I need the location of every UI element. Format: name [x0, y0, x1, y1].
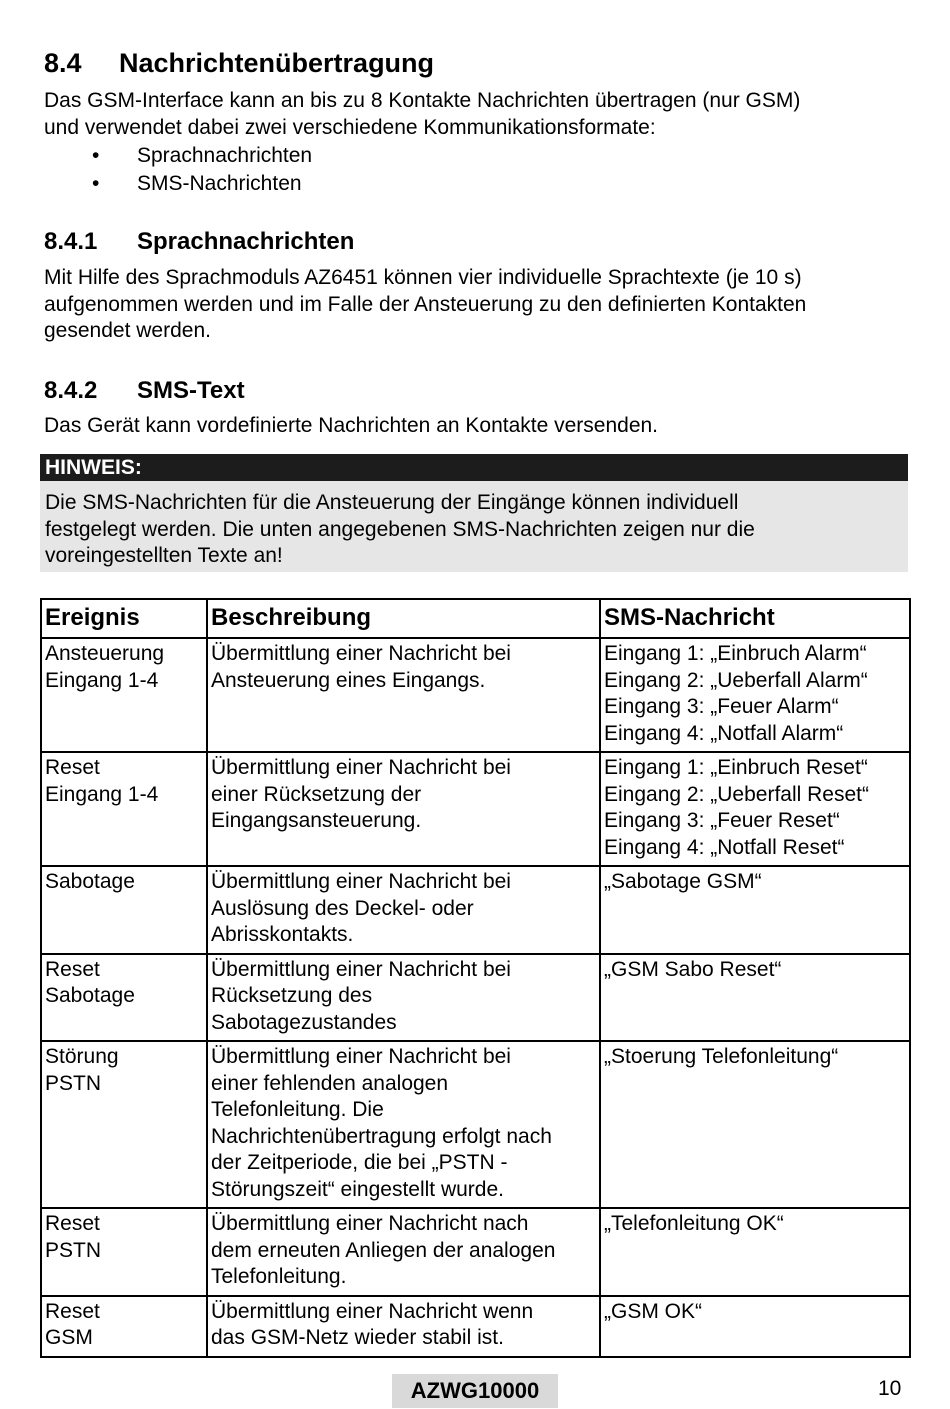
section-title: Nachrichtenübertragung	[119, 48, 435, 78]
cell-line: „Stoerung Telefonleitung“	[604, 1045, 839, 1068]
note-line: voreingestellten Texte an!	[45, 544, 283, 567]
subsection-title: SMS-Text	[137, 377, 245, 404]
cell-line: Übermittlung einer Nachricht bei	[211, 642, 511, 665]
paragraph-line: Das Gerät kann vordefinierte Nachrichten an Kontakte versenden.	[44, 414, 659, 437]
table-row	[41, 638, 910, 752]
cell-line: Auslösung des Deckel- oder	[211, 896, 474, 920]
product-code: AZWG10000	[392, 1374, 558, 1408]
cell-line: Sabotage	[45, 870, 135, 893]
cell-line: Reset	[45, 1299, 100, 1323]
cell-line: Übermittlung einer Nachricht wenn	[211, 1299, 534, 1323]
sms-cell	[600, 1208, 910, 1296]
subsection-number: 8.4.2	[44, 377, 98, 404]
cell-line: das GSM-Netz wieder stabil ist.	[211, 1326, 504, 1349]
description-cell	[207, 1296, 600, 1357]
cell-line: Abrisskontakts.	[211, 923, 354, 946]
cell-line: einer fehlenden analogen	[211, 1071, 449, 1095]
cell-line: PSTN	[45, 1071, 102, 1095]
column-header-event: Ereignis	[41, 599, 207, 638]
format-list	[44, 142, 312, 198]
cell-line: dem erneuten Anliegen der analogen	[211, 1238, 556, 1262]
cell-line: Nachrichtenübertragung erfolgt nach	[211, 1124, 552, 1148]
cell-line: Rücksetzung des	[211, 984, 373, 1007]
cell-line: Störungszeit“ eingestellt wurde.	[211, 1177, 504, 1201]
event-cell	[41, 1041, 207, 1208]
sms-cell	[600, 752, 910, 866]
cell-line: „Sabotage GSM“	[604, 870, 762, 893]
sms-cell	[600, 866, 910, 954]
cell-line: Sabotage	[45, 984, 135, 1007]
cell-line: Eingang 2: „Ueberfall Alarm“	[604, 668, 868, 692]
event-cell	[41, 638, 207, 752]
cell-line: Eingangsansteuerung.	[211, 809, 422, 832]
cell-line: PSTN	[45, 1238, 102, 1262]
description-cell	[207, 752, 600, 866]
description-cell	[207, 866, 600, 954]
list-item-label: SMS-Nachrichten	[137, 172, 302, 195]
cell-line: Übermittlung einer Nachricht bei	[211, 870, 511, 893]
cell-line: Eingang 3: „Feuer Reset“	[604, 809, 840, 832]
cell-line: Eingang 1: „Einbruch Reset“	[604, 756, 868, 779]
event-cell	[41, 1208, 207, 1296]
sms-cell	[600, 954, 910, 1042]
bullet-icon: •	[92, 144, 100, 167]
intro-line: und verwendet dabei zwei verschiedene Kommunikationsformate:	[44, 115, 656, 139]
intro-line: Das GSM-Interface kann an bis zu 8 Kontakte Nachrichten übertragen (nur GSM)	[44, 89, 801, 112]
subsection-heading-voice	[44, 227, 354, 257]
cell-line: Reset	[45, 957, 100, 981]
cell-line: Telefonleitung.	[211, 1265, 347, 1288]
paragraph-line: Mit Hilfe des Sprachmoduls AZ6451 können vier individuelle Sprachtexte (je 10 s)	[44, 266, 802, 289]
event-cell	[41, 1296, 207, 1357]
cell-line: Eingang 4: „Notfall Reset“	[604, 835, 845, 859]
cell-line: Übermittlung einer Nachricht bei	[211, 957, 511, 981]
cell-line: Eingang 2: „Ueberfall Reset“	[604, 782, 869, 806]
event-cell	[41, 752, 207, 866]
table-row	[41, 954, 910, 1042]
cell-line: Störung	[45, 1045, 119, 1068]
table-header-row	[41, 599, 910, 638]
sms-table	[40, 598, 911, 1358]
cell-line: der Zeitperiode, die bei „PSTN -	[211, 1151, 508, 1174]
subsection-title: Sprachnachrichten	[137, 228, 355, 255]
list-item	[44, 142, 312, 170]
list-item-label: Sprachnachrichten	[137, 144, 313, 167]
table-row	[41, 866, 910, 954]
description-cell	[207, 954, 600, 1042]
paragraph-line: aufgenommen werden und im Falle der Ansteuerung zu den definierten Kontakten	[44, 292, 807, 316]
table-row	[41, 1041, 910, 1208]
event-cell	[41, 866, 207, 954]
section-heading	[44, 46, 434, 80]
sms-cell	[600, 1296, 910, 1357]
cell-line: einer Rücksetzung der	[211, 782, 422, 806]
cell-line: Übermittlung einer Nachricht nach	[211, 1212, 529, 1235]
cell-line: „Telefonleitung OK“	[604, 1212, 784, 1235]
bullet-icon: •	[92, 172, 100, 195]
note-line: Die SMS-Nachrichten für die Ansteuerung der Eingänge können individuell	[45, 491, 739, 514]
paragraph-line: gesendet werden.	[44, 319, 211, 342]
cell-line: Übermittlung einer Nachricht bei	[211, 756, 511, 779]
cell-line: Übermittlung einer Nachricht bei	[211, 1045, 511, 1068]
cell-line: GSM	[45, 1326, 93, 1349]
cell-line: Eingang 3: „Feuer Alarm“	[604, 695, 839, 718]
column-header-description: Beschreibung	[207, 599, 600, 638]
cell-line: „GSM Sabo Reset“	[604, 957, 782, 981]
subsection-number: 8.4.1	[44, 228, 98, 255]
cell-line: Eingang 1-4	[45, 782, 159, 806]
section-intro	[44, 88, 914, 141]
description-cell	[207, 638, 600, 752]
cell-line: Reset	[45, 1212, 100, 1235]
cell-line: Ansteuerung eines Eingangs.	[211, 668, 486, 692]
cell-line: Eingang 4: „Notfall Alarm“	[604, 721, 844, 745]
voice-paragraph	[44, 265, 914, 345]
note-line: festgelegt werden. Die unten angegebenen SMS-Nachrichten zeigen nur die	[45, 517, 755, 541]
sms-cell	[600, 1041, 910, 1208]
section-number: 8.4	[44, 48, 82, 78]
note-body	[40, 481, 908, 572]
cell-line: Eingang 1-4	[45, 668, 159, 692]
cell-line: Sabotagezustandes	[211, 1010, 397, 1034]
table-row	[41, 1296, 910, 1357]
note-label: HINWEIS:	[40, 454, 908, 481]
column-header-sms: SMS-Nachricht	[600, 599, 910, 638]
table-row	[41, 1208, 910, 1296]
description-cell	[207, 1041, 600, 1208]
cell-line: Eingang 1: „Einbruch Alarm“	[604, 642, 867, 665]
table-row	[41, 752, 910, 866]
cell-line: Reset	[45, 756, 100, 779]
description-cell	[207, 1208, 600, 1296]
sms-cell	[600, 638, 910, 752]
sms-paragraph	[44, 413, 914, 440]
list-item	[44, 170, 312, 198]
cell-line: Telefonleitung. Die	[211, 1098, 384, 1121]
page-number: 10	[878, 1377, 902, 1400]
subsection-heading-sms	[44, 376, 245, 406]
event-cell	[41, 954, 207, 1042]
cell-line: „GSM OK“	[604, 1299, 702, 1323]
cell-line: Ansteuerung	[45, 642, 165, 665]
